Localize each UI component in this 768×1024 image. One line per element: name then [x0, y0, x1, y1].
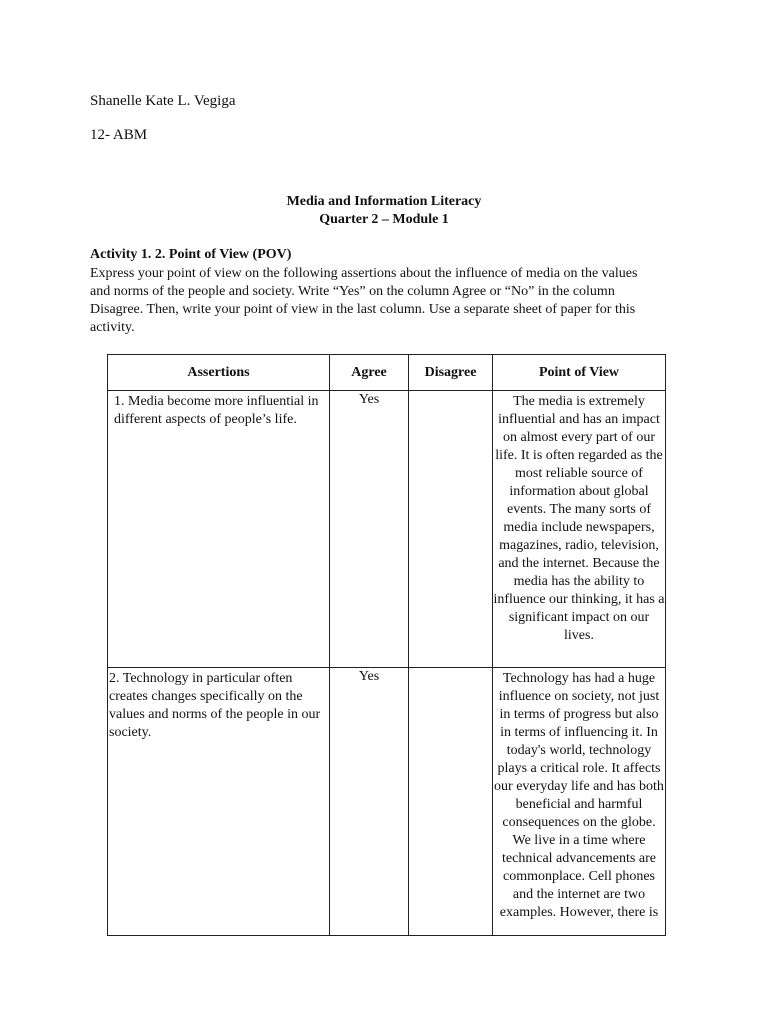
disagree-cell [409, 391, 493, 668]
header-disagree: Disagree [409, 355, 493, 391]
assertion-cell: 2. Technology in particular often creates changes specifically on the values and norms of the people in our society. [108, 668, 330, 936]
subject-title: Media and Information Literacy [286, 194, 482, 209]
pov-table [107, 354, 666, 936]
table-row [108, 391, 666, 668]
agree-cell: Yes [330, 668, 409, 936]
activity-title: Activity 1. 2. Point of View (POV) [90, 247, 292, 262]
header-agree: Agree [330, 355, 409, 391]
disagree-cell [409, 668, 493, 936]
activity-instructions: Express your point of view on the following assertions about the influence of media on the values and norms of the people and society. Write “Yes” on the column Agree or “No” in the column Disagree. Then, write your point of view in the last column. Use a separate sheet of paper for this activity. [90, 266, 638, 335]
student-name: Shanelle Kate L. Vegiga [90, 93, 236, 109]
point-of-view-cell: Technology has had a huge influence on society, not just in terms of progress but also in terms of influencing it. In today's world, technology plays a critical role. It affects our everyday life and has both beneficial and harmful consequences on the globe. We live in a time where technical advancements are commonplace. Cell phones and the internet are two examples. However, there is [493, 668, 666, 936]
student-section: 12- ABM [90, 127, 148, 143]
table-header-row [108, 355, 666, 391]
header-point-of-view: Point of View [493, 355, 666, 391]
table-row [108, 668, 666, 936]
module-title: Quarter 2 – Module 1 [319, 212, 449, 227]
assertion-cell: 1. Media become more influential in different aspects of people’s life. [108, 391, 330, 668]
header-assertions: Assertions [108, 355, 330, 391]
agree-cell: Yes [330, 391, 409, 668]
point-of-view-cell: The media is extremely influential and has an impact on almost every part of our life. It is often regarded as the most reliable source of information about global events. The many sorts of media include newspapers, magazines, radio, television, and the internet. Because the media has the ability to influence our thinking, it has a significant impact on our lives. [493, 391, 666, 668]
